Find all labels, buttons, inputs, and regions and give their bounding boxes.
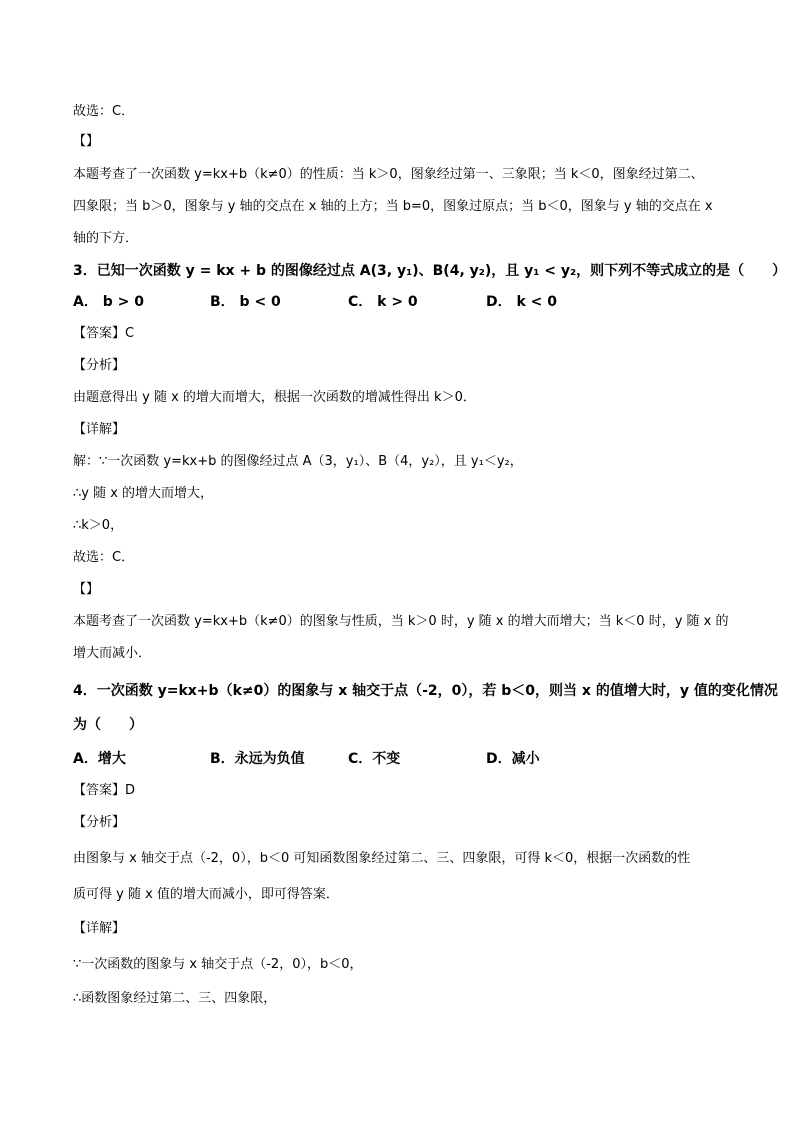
q3-detail-line: ∴y 随 x 的增大而增大， xyxy=(73,486,214,501)
q4-option-c: C．不变 xyxy=(348,751,401,767)
q4-analysis-line: 质可得 y 随 x 值的增大而减小，即可得答案． xyxy=(73,887,339,902)
q4-answer: 【答案】D xyxy=(73,783,136,798)
q3-answer: 【答案】C xyxy=(73,326,135,341)
q4-option-b: B．永远为负值 xyxy=(210,751,305,767)
q3-summary-line: 本题考查了一次函数 y=kx+b（k≠0）的图象与性质，当 k＞0 时，y 随 x 的增大而增大；当 k＜0 时，y 随 x 的 xyxy=(73,614,729,629)
q3-bracket: 【】 xyxy=(73,582,100,597)
q4-option-d: D．减小 xyxy=(486,751,540,767)
q4-analysis-line: 由图象与 x 轴交于点（-2，0），b＜0 可知函数图象经过第二、三、四象限，可得 k＜0，根据一次函数的性 xyxy=(73,851,691,866)
q4-option-a: A．增大 xyxy=(73,751,126,767)
question-4-stem: 4．一次函数 y=kx+b（k≠0）的图象与 x 轴交于点（-2，0），若 b＜0，则当 x 的值增大时，y 值的变化情况 xyxy=(73,683,778,699)
text-line: 四象限；当 b＞0，图象与 y 轴的交点在 x 轴的上方；当 b=0，图象过原点；当 b＜0，图象与 y 轴的交点在 x xyxy=(73,199,713,214)
q3-option-d: D． k < 0 xyxy=(486,294,558,310)
text-line: 本题考查了一次函数 y=kx+b（k≠0）的性质：当 k＞0，图象经过第一、三象限；当 k＜0，图象经过第二、 xyxy=(73,167,704,182)
q4-detail-heading: 【详解】 xyxy=(73,921,126,936)
q3-detail-line: 解：∵一次函数 y=kx+b 的图像经过点 A（3，y₁）、B（4，y₂），且 y₁＜y₂， xyxy=(73,454,523,469)
q3-detail-heading: 【详解】 xyxy=(73,422,126,437)
q4-detail-line: ∴函数图象经过第二、三、四象限， xyxy=(73,991,277,1006)
q3-option-a: A． b > 0 xyxy=(73,294,144,310)
text-line: 轴的下方． xyxy=(73,231,139,246)
q3-option-c: C． k > 0 xyxy=(348,294,418,310)
section-bracket: 【】 xyxy=(73,134,100,149)
question-3-stem: 3．已知一次函数 y = kx + b 的图像经过点 A(3, y₁)、B(4, y₂)，且 y₁ < y₂，则下列不等式成立的是（ ） xyxy=(73,263,787,279)
q3-detail-line: 故选：C． xyxy=(73,550,135,565)
question-4-stem-cont: 为（ ） xyxy=(73,717,143,733)
q3-detail-line: ∴k＞0， xyxy=(73,518,124,533)
q4-analysis-heading: 【分析】 xyxy=(73,815,126,830)
q3-analysis-heading: 【分析】 xyxy=(73,358,126,373)
q3-option-b: B． b < 0 xyxy=(210,294,281,310)
q3-analysis: 由题意得出 y 随 x 的增大而增大，根据一次函数的增减性得出 k＞0． xyxy=(73,390,476,405)
q3-summary-line: 增大而减小． xyxy=(73,646,152,661)
q4-detail-line: ∵一次函数的图象与 x 轴交于点（-2，0），b＜0， xyxy=(73,957,363,972)
text-line: 故选：C． xyxy=(73,104,135,119)
